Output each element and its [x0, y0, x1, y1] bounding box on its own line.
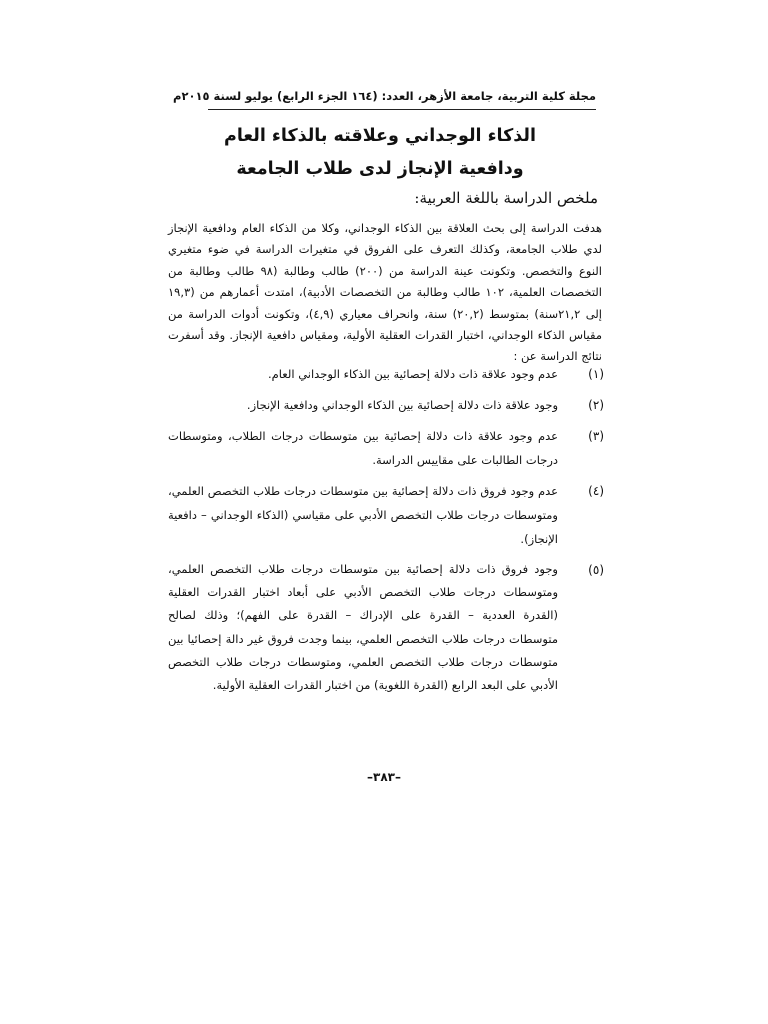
- finding-item: [168, 393, 604, 417]
- finding-text: عدم وجود علاقة ذات دلالة إحصائية بين متوسطات درجات الطلاب، ومتوسطات درجات الطالبات على مقاييس الدراسة.: [168, 429, 558, 467]
- finding-text: وجود فروق ذات دلالة إحصائية بين متوسطات درجات طلاب التخصص العلمي، ومتوسطات درجات طلاب التخصص الأدبي على أبعاد اختبار القدرات العقلية (القدرة العددية – القدرة على الإدراك – القدرة على الفهم)؛ وذلك لصالح متوسطات درجات طلاب التخصص العلمي، بينما وجدت فروق غير دالة إحصائيا بين متوسطات درجات طلاب التخصص العلمي، ومتوسطات درجات طلاب التخصص الأدبي على البعد الرابع (القدرة اللغوية) من اختبار القدرات العقلية الأولية.: [168, 562, 558, 693]
- finding-item: [168, 424, 604, 472]
- running-header: مجلة كلية التربية، جامعة الأزهر، العدد: (١٦٤ الجزء الرابع) يوليو لسنة ٢٠١٥م: [173, 89, 596, 103]
- title-line-2: ودافعية الإنجاز لدى طلاب الجامعة: [236, 159, 524, 179]
- page-number: –٣٨٣–: [367, 770, 401, 784]
- finding-item: [168, 479, 604, 551]
- finding-item: [168, 362, 604, 386]
- finding-text: عدم وجود فروق ذات دلالة إحصائية بين متوسطات درجات طلاب التخصص العلمي، ومتوسطات درجات طلاب التخصص الأدبي على مقياسي (الذكاء الوجداني – دافعية الإنجاز).: [168, 484, 558, 546]
- abstract-heading: ملخص الدراسة باللغة العربية:: [414, 189, 598, 207]
- finding-number: (١): [588, 367, 604, 381]
- findings-list: [168, 362, 604, 704]
- finding-number: (٥): [588, 563, 604, 577]
- finding-text: عدم وجود علاقة ذات دلالة إحصائية بين الذكاء الوجداني العام.: [268, 367, 558, 381]
- finding-item: [168, 558, 604, 697]
- header-rule: [208, 109, 596, 110]
- finding-number: (٢): [588, 398, 604, 412]
- finding-text: وجود علاقة ذات دلالة إحصائية بين الذكاء الوجداني ودافعية الإنجاز.: [246, 398, 558, 412]
- abstract-paragraph: هدفت الدراسة إلى بحث العلاقة بين الذكاء الوجداني، وكلا من الذكاء العام ودافعية الإنجاز لدي طلاب الجامعة، وكذلك التعرف على الفروق في متغيرات الدراسة في ضوء متغيري النوع والتخصص. وتكونت عينة الدراسة من (٢٠٠) طالب وطالبة (٩٨ طالب وطالبة من التخصصات العلمية، ١٠٢ طالب وطالبة من التخصصات الأدبية)، امتدت أعمارهم من (١٩,٣ إلى ٢١,٢سنة) بمتوسط (٢٠,٢) سنة، وانحراف معياري (٤,٩)، وتكونت أدوات الدراسة من مقياس الذكاء الوجداني، اختبار القدرات العقلية الأولية، ومقياس دافعية الإنجاز. وقد أسفرت نتائج الدراسة عن :: [168, 221, 603, 364]
- finding-number: (٤): [588, 484, 604, 498]
- finding-number: (٣): [588, 429, 604, 443]
- title-line-1: الذكاء الوجداني وعلاقته بالذكاء العام: [224, 126, 536, 146]
